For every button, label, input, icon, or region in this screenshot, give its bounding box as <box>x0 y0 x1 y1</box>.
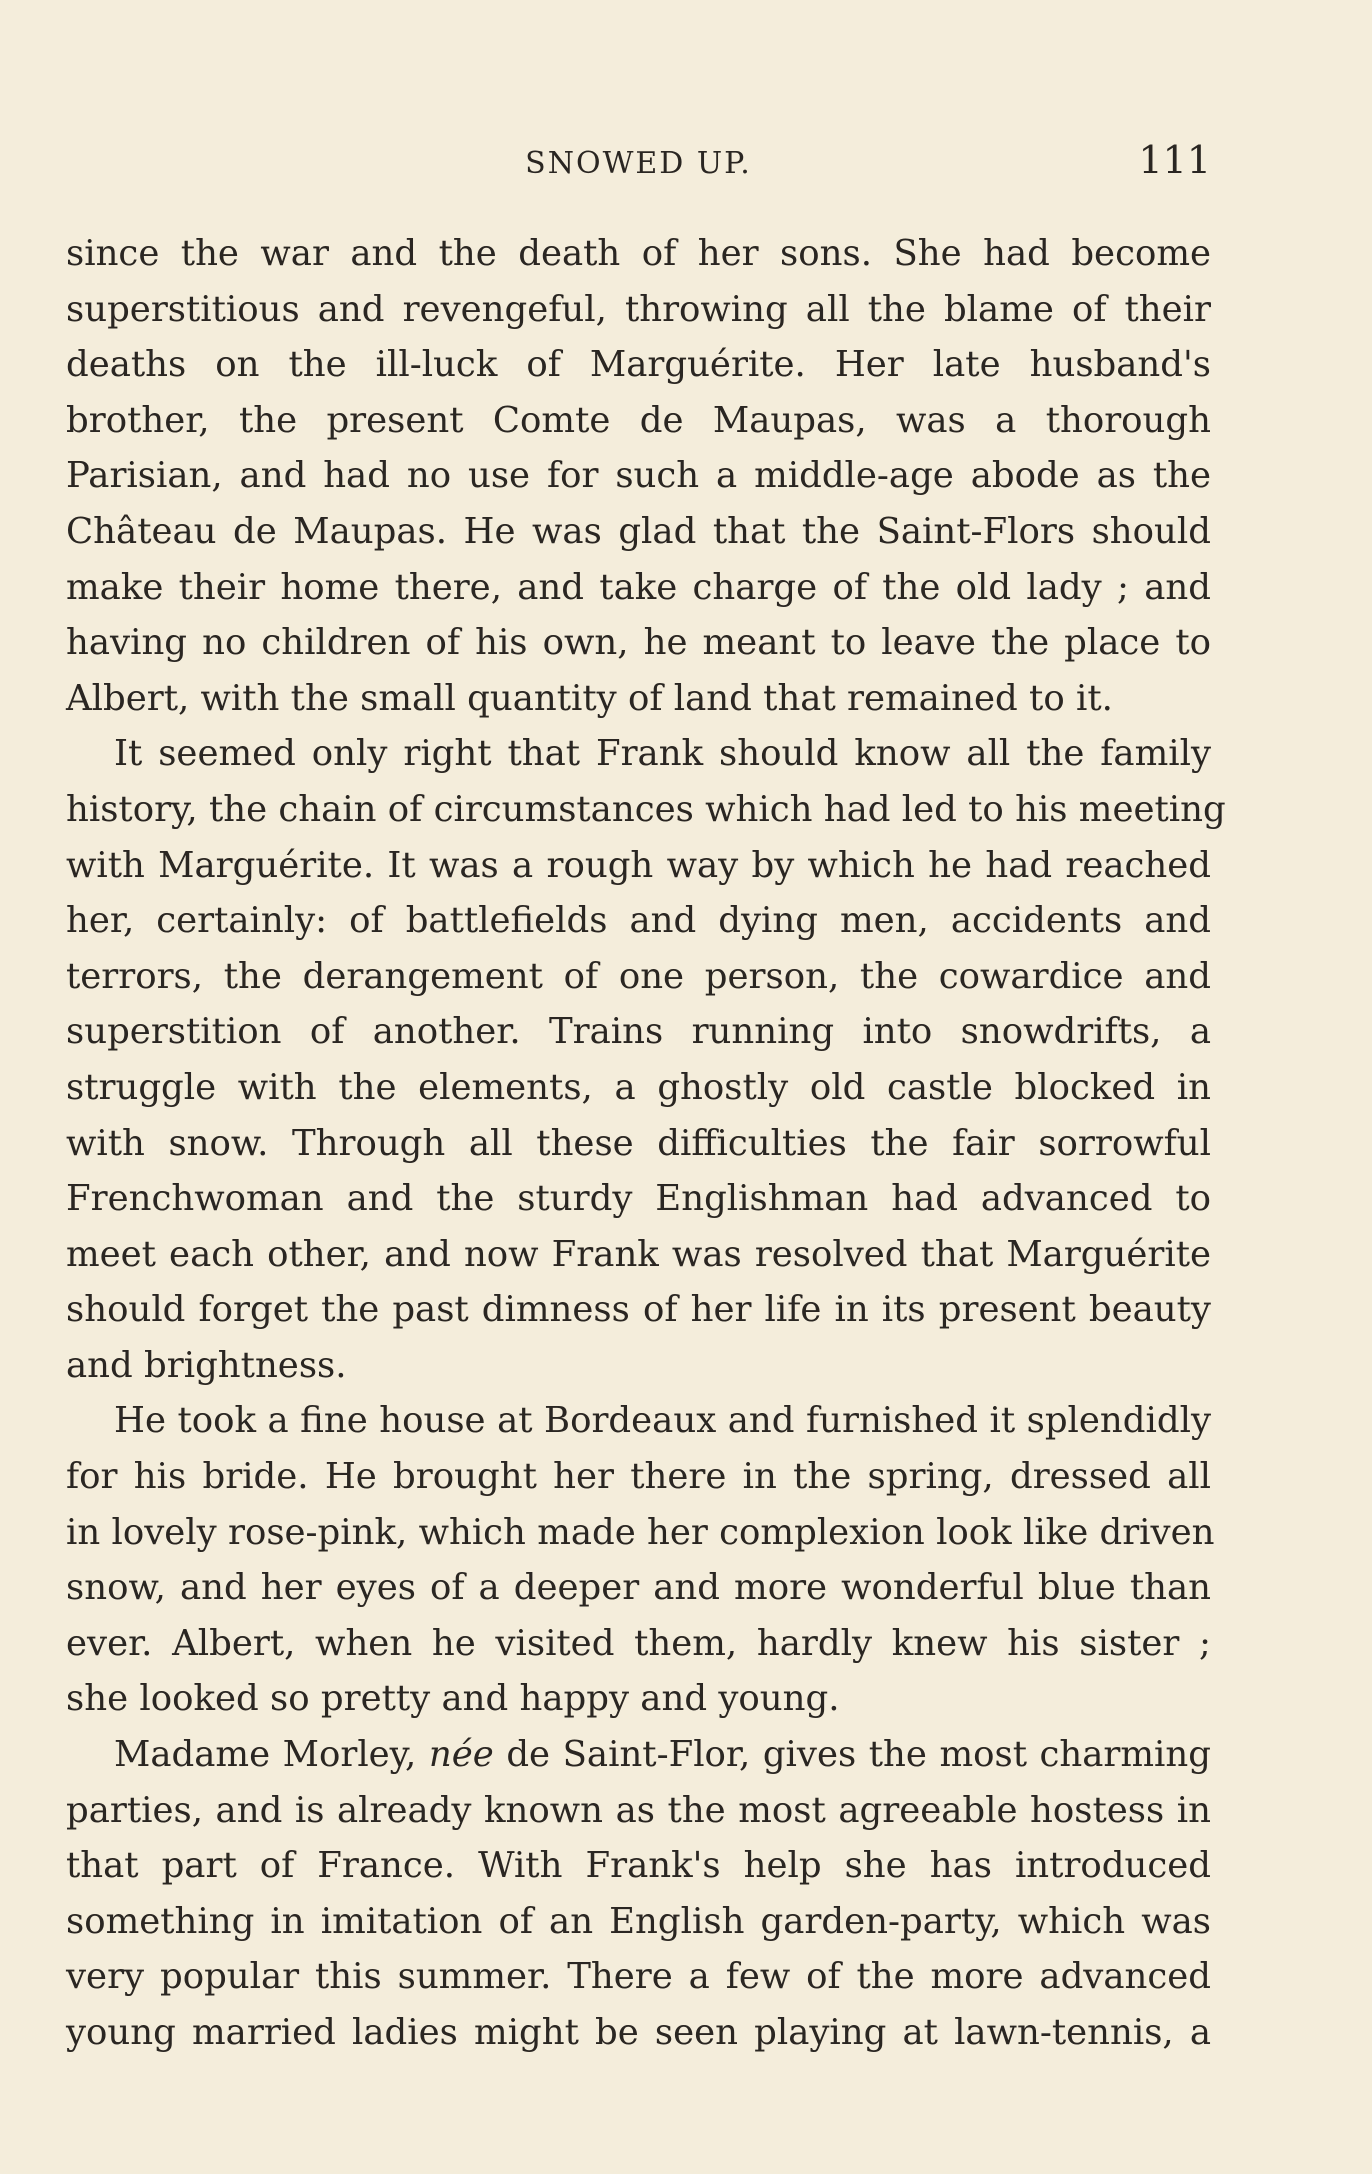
line-segment: de Saint-Flor, gives the most charming <box>493 1734 1212 1776</box>
italic-word: née <box>428 1734 494 1776</box>
text-line: very popular this summer. There a few of the more advanced <box>66 1956 1211 1998</box>
text-line: snow, and her eyes of a deeper and more wonderful blue than <box>66 1567 1211 1609</box>
text-line: deaths on the ill-luck of Marguérite. Her late husband's <box>66 344 1211 386</box>
text-line: Parisian, and had no use for such a middle-age abode as the <box>66 455 1211 497</box>
text-line: having no children of his own, he meant to leave the place to <box>66 622 1211 664</box>
text-line: Château de Maupas. He was glad that the Saint-Flors should <box>66 510 1211 552</box>
text-line: meet each other, and now Frank was resolved that Marguérite <box>66 1233 1211 1275</box>
text-line: something in imitation of an English garden-party, which was <box>66 1900 1211 1942</box>
running-head <box>66 138 1211 188</box>
page-number: 111 <box>1138 138 1211 182</box>
text-line: since the war and the death of her sons. She had become <box>66 233 1211 274</box>
text-line: He took a fine house at Bordeaux and furnished it splendidly <box>114 1400 1211 1442</box>
chapter-title: SNOWED UP. <box>525 146 752 181</box>
text-line: with Marguérite. It was a rough way by which he had reached <box>66 844 1211 886</box>
text-line: struggle with the elements, a ghostly old castle blocked in <box>66 1066 1211 1108</box>
text-line: in lovely rose-pink, which made her complexion look like driven <box>66 1511 1215 1553</box>
text-line-with-italic <box>66 1727 1211 1783</box>
line-segment: Madame Morley, <box>114 1734 429 1776</box>
text-line: with snow. Through all these difficulties the fair sorrowful <box>66 1122 1211 1164</box>
text-line: parties, and is already known as the most agreeable hostess in <box>66 1789 1211 1831</box>
text-line: her, certainly: of battlefields and dying men, accidents and <box>66 900 1211 942</box>
text-line: should forget the past dimness of her life in its present beauty <box>66 1289 1211 1331</box>
text-line: that part of France. With Frank's help she has introduced <box>66 1845 1211 1887</box>
text-line: for his bride. He brought her there in the spring, dressed all <box>66 1456 1211 1498</box>
text-line: It seemed only right that Frank should know all the family <box>114 733 1211 775</box>
text-line: she looked so pretty and happy and young. <box>66 1678 840 1720</box>
text-line: make their home there, and take charge of the old lady ; and <box>66 566 1211 608</box>
text-line: superstitious and revengeful, throwing all the blame of their <box>66 288 1211 330</box>
text-line: brother, the present Comte de Maupas, was a thorough <box>66 399 1211 441</box>
text-line: and brightness. <box>66 1344 347 1386</box>
text-line: history, the chain of circumstances which had led to his meeting <box>66 788 1226 830</box>
text-line: superstition of another. Trains running into snowdrifts, a <box>66 1011 1211 1053</box>
body-text <box>66 226 1226 2061</box>
text-line: Albert, with the small quantity of land that remained to it. <box>66 677 1113 719</box>
text-line: young married ladies might be seen playing at lawn-tennis, a <box>66 2012 1211 2053</box>
text-line: Frenchwoman and the sturdy Englishman had advanced to <box>66 1178 1211 1220</box>
text-line: ever. Albert, when he visited them, hardly knew his sister ; <box>66 1622 1211 1664</box>
text-line: terrors, the derangement of one person, the cowardice and <box>66 955 1211 997</box>
